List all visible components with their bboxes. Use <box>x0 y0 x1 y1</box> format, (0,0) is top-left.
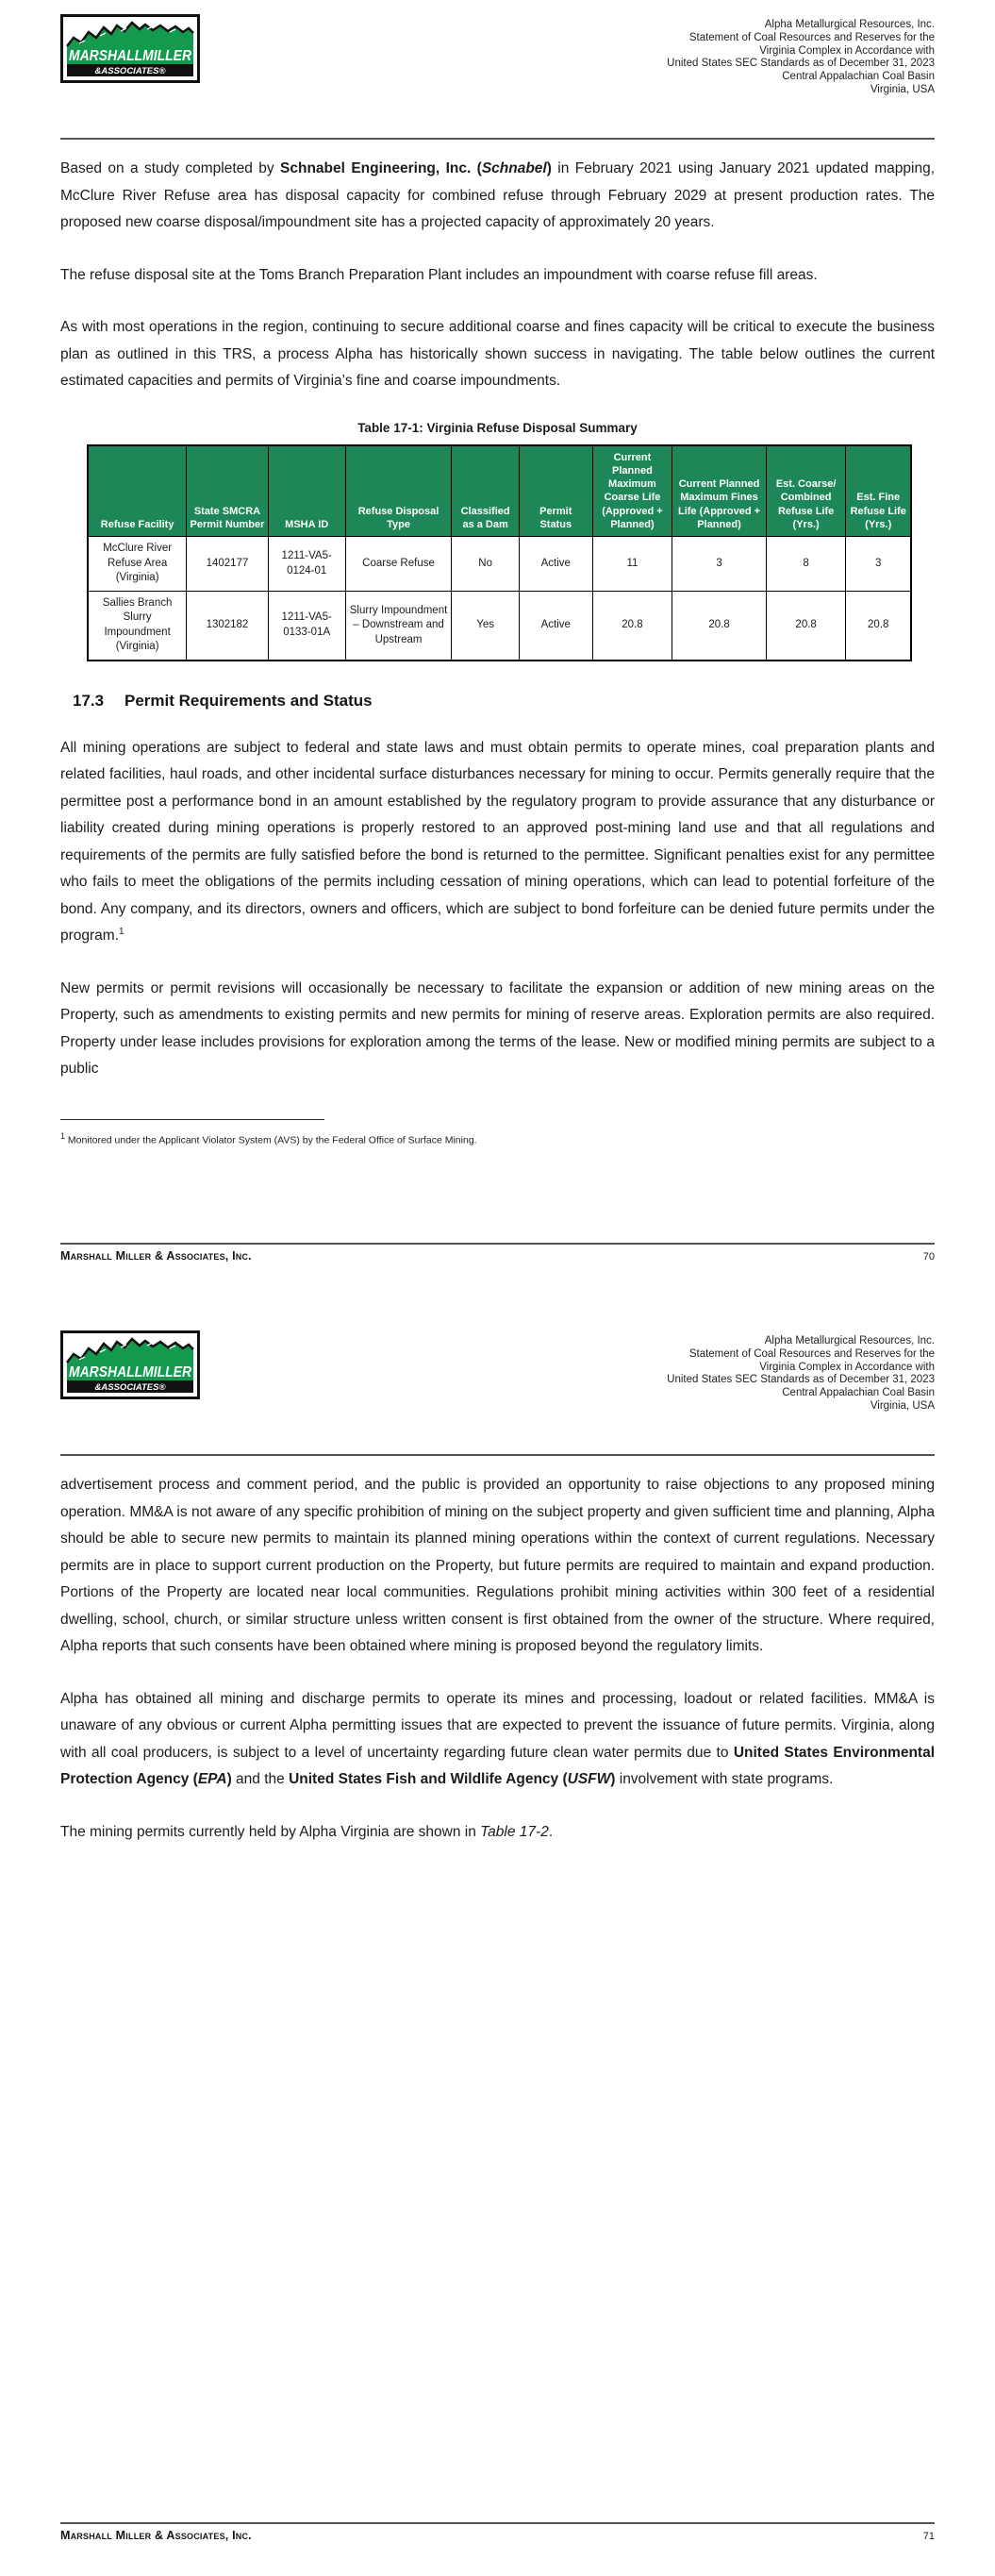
cell-coarse-life: 20.8 <box>592 591 672 661</box>
header-line-basin: Central Appalachian Coal Basin <box>782 1387 935 1399</box>
header-line-standards: United States SEC Standards as of December 31, 2023 <box>667 1374 935 1386</box>
col-header-est-coarse-life: Est. Coarse/ Combined Refuse Life (Yrs.) <box>766 445 846 537</box>
header-line-standards: United States SEC Standards as of December 31, 2023 <box>667 58 935 70</box>
logo-text-marshall-miller: MARSHALLMILLER <box>69 1364 192 1380</box>
cell-permit-status: Active <box>519 537 592 592</box>
table-row-mcclure <box>88 537 911 592</box>
header-line-statement: Statement of Coal Resources and Reserves for the <box>688 31 935 43</box>
page2-body <box>60 1472 935 1846</box>
paragraph-advertisement-process <box>60 1472 935 1661</box>
col-header-coarse-life: Current Planned Maximum Coarse Life (Approved + Planned) <box>592 445 672 537</box>
text-run: ) <box>546 160 552 176</box>
col-header-classified-dam: Classified as a Dam <box>452 445 520 537</box>
page1-header <box>60 0 935 140</box>
text-run: involvement with state programs. <box>615 1771 834 1787</box>
col-header-smcra-permit: State SMCRA Permit Number <box>187 445 268 537</box>
table-17-1-virginia-refuse-disposal <box>87 444 912 661</box>
text-run: The mining permits currently held by Alpha Virginia are shown in <box>60 1823 481 1840</box>
cell-fines-life: 20.8 <box>672 591 767 661</box>
mountain-logo-icon <box>60 1330 200 1399</box>
report-header-block <box>667 1330 935 1413</box>
text-run: The refuse disposal site at the Toms Branch Preparation Plant includes an impoundment with coarse refuse fill areas. <box>60 266 818 283</box>
text-run: New permits or permit revisions will occasionally be necessary to facilitate the expansion or addition of new mining areas on the Property, such as amendments to existing permits and new permits for mining of reserve areas. Exploration permits are also required. Property under lease includes provisions for exploration among the terms of the lease. New or modified mining permits are subject to a public <box>60 979 935 1078</box>
page2-header <box>60 1316 935 1456</box>
paragraph-table-17-2-reference <box>60 1819 935 1847</box>
footnote-text: Monitored under the Applicant Violator System (AVS) by the Federal Office of Surface Mining. <box>65 1134 477 1146</box>
text-run: Based on a study completed by <box>60 160 281 176</box>
cell-permit-number: 1402177 <box>187 537 268 592</box>
text-run: Schnabel <box>481 160 547 176</box>
page1-body <box>60 156 935 395</box>
footnote-separator <box>60 1119 324 1120</box>
section-number: 17.3 <box>73 691 105 710</box>
cell-est-fine-life: 3 <box>846 537 911 592</box>
paragraph-permit-obligations <box>60 735 935 950</box>
page1-body-2 <box>60 735 935 1083</box>
page-number-71: 71 <box>922 2531 935 2542</box>
paragraph-discharge-permits <box>60 1686 935 1794</box>
cell-msha-id: 1211-VA5-0124-01 <box>268 537 345 592</box>
cell-classified-dam: No <box>452 537 520 592</box>
cell-permit-number: 1302182 <box>187 591 268 661</box>
paragraph-schnabel-study <box>60 156 935 237</box>
header-line-basin: Central Appalachian Coal Basin <box>782 71 935 83</box>
paragraph-toms-branch <box>60 262 935 290</box>
text-run: advertisement process and comment period, and the public is provided an opportunity to raise objections to any proposed mining operation. MM&A is not aware of any specific prohibition of mining on the subject property and given sufficient time and planning, Alpha should be able to secure new permits to maintain its planned mining operations within the context of current regulations. Necessary permits are in place to support current production on the Property, but future permits are required to maintain and expand production. Portions of the Property are located near local communities. Regulations prohibit mining activities within 300 feet of a residential dwelling, school, church, or similar structure unless written consent is first obtained from the owner of the structure. Where required, Alpha reports that such consents have been obtained where mining is proposed beyond the regulatory limits. <box>60 1477 935 1654</box>
page1-content <box>60 0 935 1146</box>
text-run: All mining operations are subject to federal and state laws and must obtain permits to operate mines, coal preparation plants and related facilities, haul roads, and other incidental surface disturbances necessary for mining to occur. Permits generally require that the permittee post a performance bond in an amount established by the regulatory program to provide assurance that any disturbance or liability created during mining operations is properly restored to an approved post-mining land use and that all regulations and requirements of the permits are fully satisfied before the bond is returned to the permittee. Significant penalties exist for any permittee who fails to meet the obligations of the permits including cessation of mining operations, which can lead to potential forfeiture of the bond. Any company, and its directors, owners and officers, which are subject to bond forfeiture can be denied future permits under the program. <box>60 739 935 945</box>
col-header-msha-id: MSHA ID <box>268 445 345 537</box>
cell-msha-id: 1211-VA5-0133-01A <box>268 591 345 661</box>
footnote-1 <box>60 1131 935 1146</box>
cell-disposal-type: Slurry Impoundment – Downstream and Upstream <box>345 591 452 661</box>
footer-company-name: Marshall Miller & Associates, Inc. <box>60 2529 252 2542</box>
header-line-location: Virginia, USA <box>870 83 935 95</box>
text-run: EPA <box>197 1771 227 1787</box>
footnote-marker: 1 <box>60 1130 66 1141</box>
cell-disposal-type: Coarse Refuse <box>345 537 452 592</box>
cell-coarse-life: 11 <box>592 537 672 592</box>
col-header-fines-life: Current Planned Maximum Fines Life (Approved + Planned) <box>672 445 767 537</box>
cell-classified-dam: Yes <box>452 591 520 661</box>
text-run: in February 2021 using January 2021 updated mapping, McClure River Refuse area has disposal capacity for combined refuse through February 2029 at present production rates. The proposed new coarse disposal/impoundment site has a projected capacity of approximately 20 years. <box>60 160 936 230</box>
text-run: USFW <box>567 1771 611 1787</box>
report-header-block <box>667 14 935 97</box>
text-run: United States Fish and Wildlife Agency ( <box>289 1771 568 1787</box>
cell-est-coarse-life: 20.8 <box>766 591 846 661</box>
section-heading-17-3 <box>73 692 935 711</box>
header-line-location: Virginia, USA <box>870 1399 935 1412</box>
text-run: United States Environmental Protection Agency ( <box>60 1744 935 1787</box>
col-header-disposal-type: Refuse Disposal Type <box>345 445 452 537</box>
table-header-row <box>88 445 911 537</box>
cell-facility: McClure River Refuse Area (Virginia) <box>88 537 187 592</box>
header-line-company: Alpha Metallurgical Resources, Inc. <box>764 1335 935 1347</box>
table-row-sallies-branch <box>88 591 911 661</box>
text-run: ) <box>226 1771 232 1787</box>
text-run: Table 17-2 <box>480 1823 549 1840</box>
header-line-statement: Statement of Coal Resources and Reserves for the <box>688 1347 935 1360</box>
cell-est-coarse-life: 8 <box>766 537 846 592</box>
paragraph-new-permits <box>60 976 935 1083</box>
text-run: 1 <box>119 927 124 938</box>
logo-text-associates: &ASSOCIATES® <box>94 66 166 76</box>
text-run: Alpha has obtained all mining and discharge permits to operate its mines and processing, loadout or related facilities. MM&A is unaware of any obvious or current Alpha permitting issues that are expected to prevent the issuance of future permits. Virginia, along with all coal producers, is subject to a level of uncertainty regarding future clean water permits due to <box>60 1690 935 1761</box>
col-header-est-fine-life: Est. Fine Refuse Life (Yrs.) <box>846 445 911 537</box>
mountain-logo-icon <box>60 14 200 83</box>
page-number-70: 70 <box>922 1251 935 1263</box>
company-logo <box>60 1330 200 1399</box>
footer-company-name: Marshall Miller & Associates, Inc. <box>60 1249 252 1263</box>
col-header-refuse-facility: Refuse Facility <box>88 445 187 537</box>
text-run: As with most operations in the region, continuing to secure additional coarse and fines capacity will be critical to execute the business plan as outlined in this TRS, a process Alpha has historically shown success in navigating. The table below outlines the current estimated capacities and permits of Virginia’s fine and coarse impoundments. <box>60 319 935 389</box>
header-line-complex: Virginia Complex in Accordance with <box>759 1361 935 1373</box>
report-page-71 <box>0 1316 995 2576</box>
page2-content <box>60 1316 935 1846</box>
logo-text-marshall-miller: MARSHALLMILLER <box>69 48 192 64</box>
col-header-permit-status: Permit Status <box>519 445 592 537</box>
cell-est-fine-life: 20.8 <box>846 591 911 661</box>
paragraph-capacity-outlook <box>60 314 935 395</box>
text-run: and the <box>231 1771 290 1787</box>
text-run: . <box>548 1823 554 1840</box>
table-17-1-title: Table 17-1: Virginia Refuse Disposal Summary <box>357 420 638 435</box>
cell-facility: Sallies Branch Slurry Impoundment (Virginia) <box>88 591 187 661</box>
cell-permit-status: Active <box>519 591 592 661</box>
section-title: Permit Requirements and Status <box>124 691 373 710</box>
logo-text-associates: &ASSOCIATES® <box>94 1382 166 1393</box>
text-run: Schnabel Engineering, Inc. ( <box>280 160 482 176</box>
header-line-complex: Virginia Complex in Accordance with <box>759 44 935 57</box>
company-logo <box>60 14 200 83</box>
header-line-company: Alpha Metallurgical Resources, Inc. <box>764 19 935 30</box>
page2-footer <box>60 2522 935 2542</box>
cell-fines-life: 3 <box>672 537 767 592</box>
text-run: ) <box>610 1771 616 1787</box>
page1-footer <box>60 1243 935 1263</box>
